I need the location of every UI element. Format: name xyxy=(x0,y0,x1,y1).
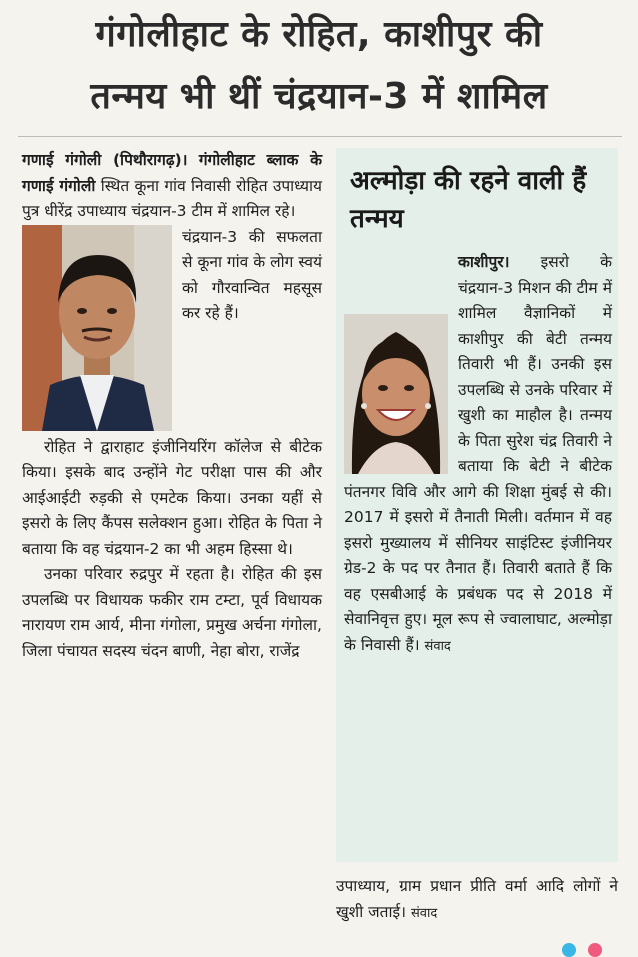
tanmay-place: काशीपुर। xyxy=(458,253,510,271)
story-intro xyxy=(22,148,322,225)
tanmay-photo xyxy=(344,314,448,474)
tanmay-credit: संवाद xyxy=(424,638,451,654)
headline-rule xyxy=(18,136,622,137)
rohit-family-paragraph: उनका परिवार रुद्रपुर में रहता है। रोहित की इस उपलब्धि पर विधायक फकीर राम टम्टा, पूर्व विधायक नारायण राम आर्य, मीना गंगोला, प्रमुख अर्चना गंगोला, जिला पंचायत सदस्य चंदन बाणी, नेहा बोरा, राजेंद्र xyxy=(22,565,322,660)
woman-portrait-icon xyxy=(344,314,448,474)
continuation-text: उपाध्याय, ग्राम प्रधान प्रीति वर्मा आदि लोगों ने खुशी जताई। xyxy=(336,877,618,921)
rohit-wrap-text: चंद्रयान-3 की सफलता से कूना गांव के लोग स्वयं को गौरवान्वित महसूस कर रहे हैं। xyxy=(182,227,322,322)
rohit-education-paragraph: रोहित ने द्वाराहाट इंजीनियरिंग कॉलेज से बीटेक किया। इसके बाद उन्होंने गेट परीक्षा पास की और आईआईटी रुड़की से एमटेक किया। उनका यहीं से इसरो के लिए कैंपस सलेक्शन हुआ। रोहित के पिता ने बताया कि वह चंद्रयान-2 का भी अहम हिस्सा थे। xyxy=(22,437,322,558)
dateline: गणाई गंगोली (पिथौरागढ़)। xyxy=(22,151,188,169)
tanmay-paragraph: इसरो के चंद्रयान-3 मिशन की टीम में शामिल वैज्ञानिकों में काशीपुर की बेटी तन्मय तिवारी भी हैं। उनकी इस उपलब्धि से उनके परिवार में खुशी का माहौल है। तन्मय के पिता सुरेश चंद्र तिवारी ने बताया कि बेटी ने बीटेक पंतनगर विवि और आगे की शिक्षा मुंबई से की। 2017 में इसरो में तैनाती मिली। वर्तमान में वह इसरो मुख्यालय में सीनियर साइंटिस्ट इंजीनियर ग्रेड-2 के पद पर तैनात हैं। तिवारी बताते हैं कि वह एसबीआई के प्रबंधक पद से 2018 में सेवानिवृत्त हुए। मूल रूप से ज्वालाघाट, अल्मोड़ा के निवासी हैं। xyxy=(344,253,612,654)
headline-line-2: तन्मय भी थीं चंद्रयान-3 में शामिल xyxy=(90,76,548,117)
man-portrait-icon xyxy=(22,225,172,431)
lead-text: गंगोलीहाट ब्लाक के गणाई गंगोली xyxy=(22,151,322,195)
headline xyxy=(0,0,638,130)
tanmay-box xyxy=(336,148,618,862)
rohit-photo xyxy=(22,225,172,431)
tanmay-box-title: अल्मोड़ा की रहने वाली हैं तन्मय xyxy=(350,166,587,234)
headline-line-1: गंगोलीहाट के रोहित, काशीपुर की xyxy=(95,14,543,55)
intro-text: स्थित कूना गांव निवासी रोहित उपाध्याय पुत्र धीरेंद्र उपाध्याय चंद्रयान-3 टीम में शामिल रहे। xyxy=(22,176,322,220)
rohit-story-continuation xyxy=(336,874,618,926)
tanmay-story xyxy=(344,250,612,659)
rohit-story xyxy=(22,148,322,664)
rohit-credit: संवाद xyxy=(410,905,438,921)
